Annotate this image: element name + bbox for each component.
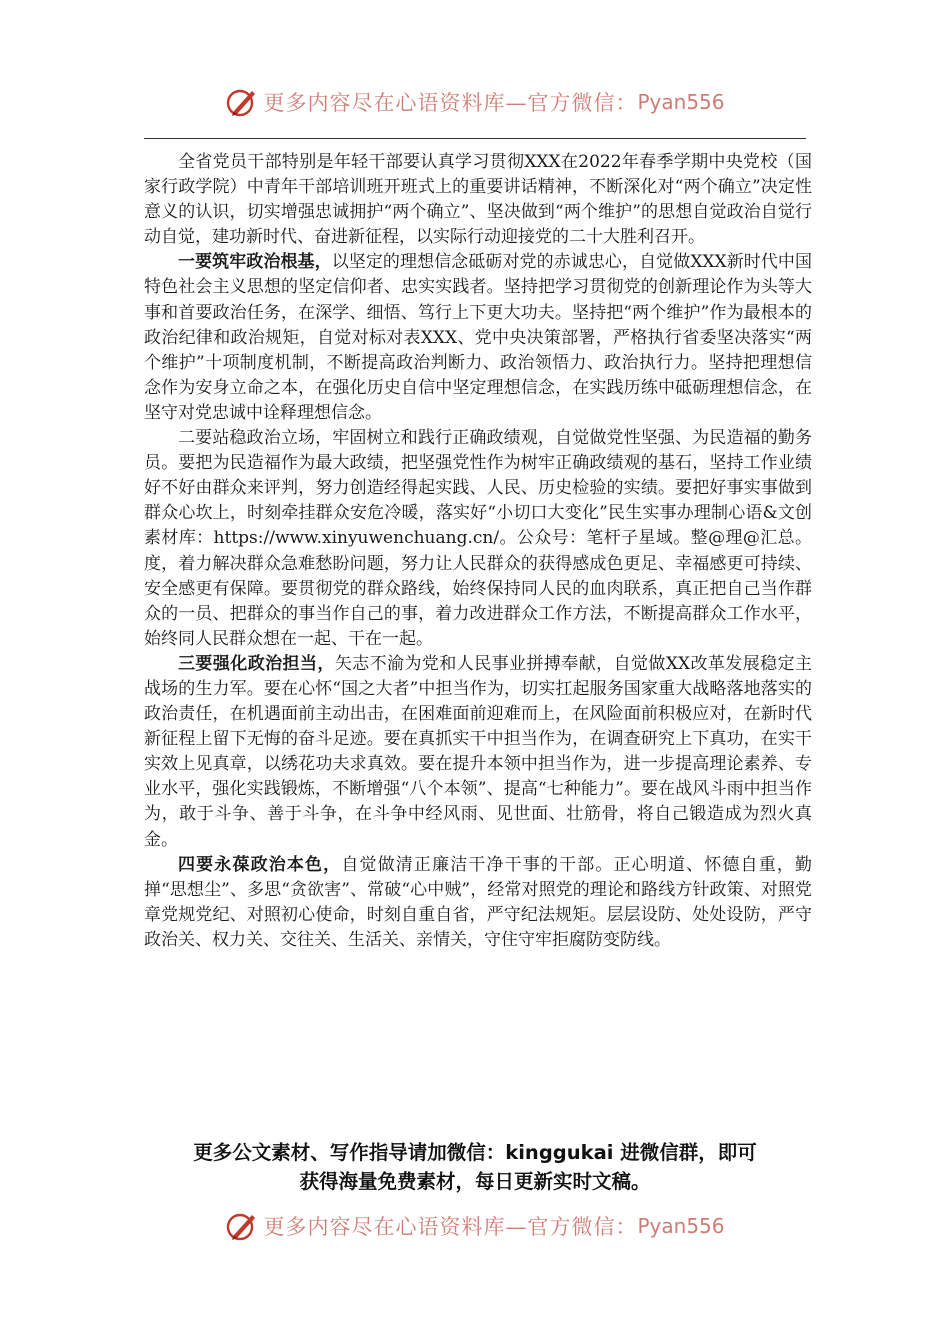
paragraph: 全省党员干部特别是年轻干部要认真学习贯彻XXX在2022年春季学期中央党校（国家行政学院）中青年干部培训班开班式上的重要讲话精神，不断深化对“两个确立”决定性意义的认识，切实增强忠诚拥护“两个确立”、坚决做到“两个维护”的思想自觉政治自觉行动自觉，建功新时代、奋进新征程，以实际行动迎接党的二十大胜利召开。 bbox=[144, 152, 812, 248]
footer-banner bbox=[0, 1206, 950, 1246]
footer-line: 更多公文素材、写作指导请加微信：kinggukai 进微信群，即可 bbox=[193, 1141, 757, 1164]
pen-logo-icon bbox=[225, 85, 259, 119]
header-banner bbox=[0, 82, 950, 122]
paragraph: 二要站稳政治立场，牢固树立和践行正确政绩观，自觉做党性坚强、为民造福的勤务员。要把为民造福作为最大政绩，把坚强党性作为树牢正确政绩观的基石，坚持工作业绩好不好由群众来评判，努力创造经得起实践、人民、历史检验的实绩。要把好事实事做到群众心坎上，时刻牵挂群众安危冷暖，落实好“小切口大变化”民生实事办理制心语&文创素材库：https://www.xinyuwenchuang.cn/。公众号：笔杆子星域。整@理@汇总。度，着力解决群众急难愁盼问题，努力让人民群众的获得感成色更足、幸福感更可持续、安全感更有保障。要贯彻党的群众路线，始终保持同人民的血肉联系，真正把自己当作群众的一员、把群众的事当作自己的事，着力改进群众工作方法，不断提高群众工作水平，始终同人民群众想在一起、干在一起。 bbox=[144, 428, 812, 649]
banner-wechat-id: Pyan556 bbox=[637, 90, 725, 114]
banner-text: 更多内容尽在心语资料库—官方微信： bbox=[263, 1215, 638, 1239]
header-divider bbox=[144, 138, 806, 139]
banner-text: 更多内容尽在心语资料库—官方微信： bbox=[263, 91, 638, 115]
paragraph: 一要筑牢政治根基，以坚定的理想信念砥砺对党的赤诚忠心，自觉做XXX新时代中国特色社会主义思想的坚定信仰者、忠实实践者。坚持把学习贯彻党的创新理论作为头等大事和首要政治任务，在深学、细悟、笃行上下更大功夫。坚持把“两个维护”作为最根本的政治纪律和政治规矩，自觉对标对表XXX、党中央决策部署，严格执行省委坚决落实“两个维护”十项制度机制，不断提高政治判断力、政治领悟力、政治执行力。坚持把理想信念作为安身立命之本，在强化历史自信中坚定理想信念，在实践历练中砥砺理想信念，在坚守对党忠诚中诠释理想信念。 bbox=[144, 252, 813, 423]
banner-wechat-id: Pyan556 bbox=[637, 1214, 725, 1238]
pen-logo-icon bbox=[225, 1209, 259, 1243]
footer-line: 获得海量免费素材，每日更新实时文稿。 bbox=[299, 1170, 651, 1193]
paragraph: 三要强化政治担当，矢志不渝为党和人民事业拼搏奉献，自觉做XX改革发展稳定主战场的生力军。要在心怀“国之大者”中担当作为，切实扛起服务国家重大战略落地落实的政治责任，在机遇面前主动出击，在困难面前迎难而上，在风险面前积极应对，在新时代新征程上留下无悔的奋斗足迹。要在真抓实干中担当作为，在调查研究上下真功，在实干实效上见真章，以绣花功夫求真效。要在提升本领中担当作为，进一步提高理论素养、专业水平，强化实践锻炼，不断增强“八个本领”、提高“七种能力”。要在战风斗雨中担当作为，敢于斗争、善于斗争，在斗争中经风雨、见世面、壮筋骨，将自己锻造成为烈火真金。 bbox=[144, 653, 812, 850]
footer-note bbox=[0, 1138, 950, 1196]
paragraph: 四要永葆政治本色，自觉做清正廉洁干净干事的干部。正心明道、怀德自重，勤掸“思想尘”、多思“贪欲害”、常破“心中贼”，经常对照党的理论和路线方针政策、对照党章党规党纪、对照初心使命，时刻自重自省，严守纪法规矩。层层设防、处处设防，严守政治关、权力关、交往关、生活关、亲情关，守住守牢拒腐防变防线。 bbox=[144, 854, 813, 950]
article-body bbox=[144, 150, 812, 953]
